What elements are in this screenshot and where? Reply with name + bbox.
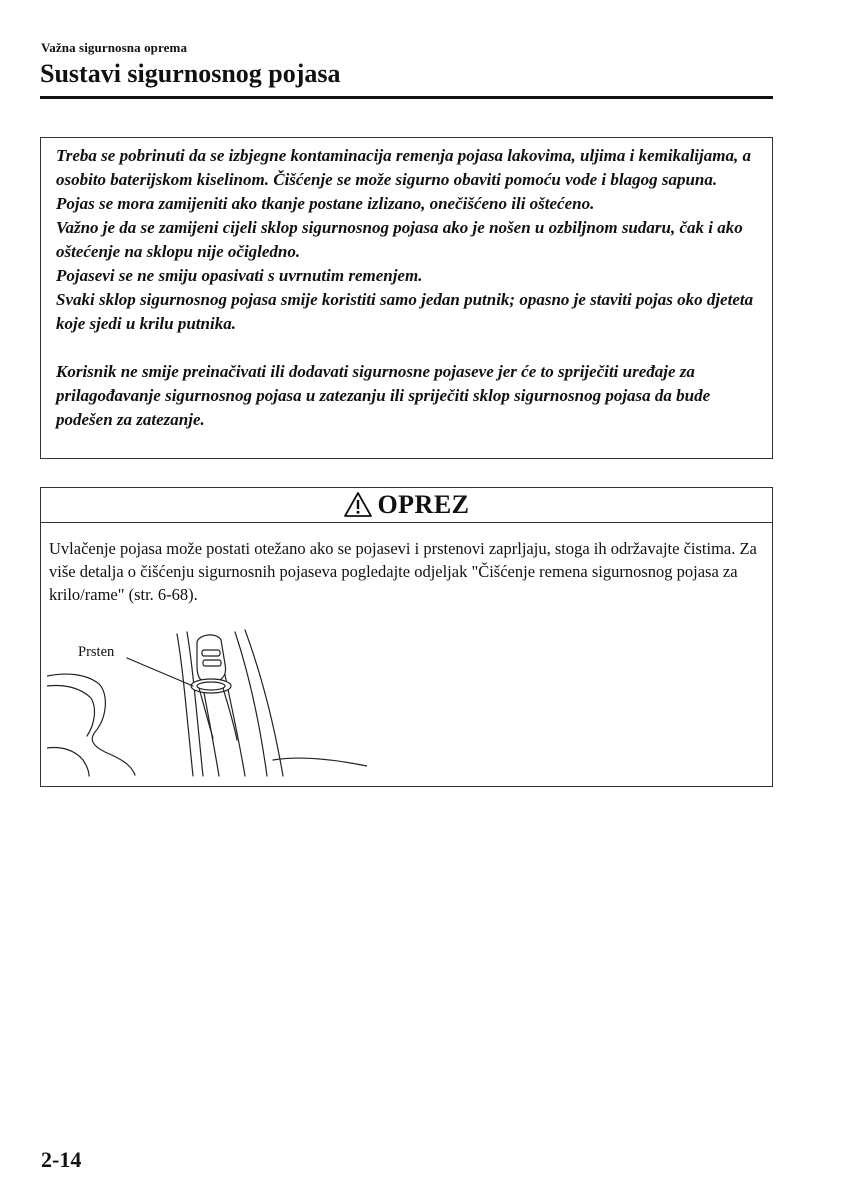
warning-triangle-icon [343,491,373,518]
caution-box [40,487,773,787]
caution-title: OPREZ [377,490,470,519]
caution-header [41,488,772,523]
page-title: Sustavi sigurnosnog pojasa [40,59,341,88]
caution-text: Uvlačenje pojasa može postati otežano ako se pojasevi i prstenovi zaprljaju, stoga ih održavajte čistima. Za više detalja o čišćenju sigurnosnih pojaseva pogledajte odjeljak "Čišćenje remena sigurnosnog pojasa za krilo/rame" (str. 6-68). [49,539,757,604]
warning-paragraph: Treba se pobrinuti da se izbjegne kontaminacija remenja pojasa lakovima, uljima i kemikalijama, a osobito baterijskom kiselinom. Čišćenje se može sigurno obaviti pomoću vode i blagog sapuna. Pojas se mora zamijeniti ako tkanje postane izlizano, onečišćeno ili oštećeno. [56,146,751,213]
title-rule [40,96,773,99]
warning-paragraph: Korisnik ne smije preinačivati ili dodavati sigurnosne pojaseve jer će to spriječiti uređaje za prilagođavanje sigurnosnog pojasa u zatezanju ili spriječiti sklop sigurnosnog pojasa da bude podešen za zatezanje. [56,362,711,429]
warning-paragraph: Važno je da se zamijeni cijeli sklop sigurnosnog pojasa ako je nošen u ozbiljnom sudaru, čak i ako oštećenje na sklopu nije očigledno. [56,218,743,261]
section-label: Važna sigurnosna oprema [41,40,188,55]
warning-paragraph: Svaki sklop sigurnosnog pojasa smije koristiti samo jedan putnik; opasno je staviti pojas oko djeteta koje sjedi u krilu putnika. [56,290,754,333]
page-number: 2-14 [41,1147,82,1172]
warning-box [40,137,773,459]
warning-paragraph: Pojasevi se ne smiju opasivati s uvrnutim remenjem. [56,266,423,285]
figure-label-ring: Prsten [78,644,115,660]
warning-text [56,144,756,432]
